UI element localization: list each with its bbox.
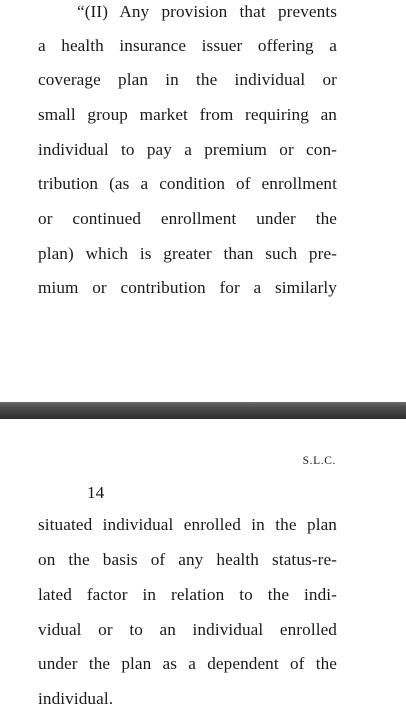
text-line: “(II) Any provision that prevents — [77, 2, 337, 21]
text-line: mium or contribution for a similarly — [38, 278, 337, 297]
text-line: small group market from requiring an — [38, 105, 337, 124]
text-line: tribution (as a condition of enrollment — [38, 174, 337, 193]
text-line: individual to pay a premium or con- — [38, 140, 337, 159]
text-line: plan) which is greater than such pre- — [38, 244, 337, 263]
text-line: vidual or to an individual enrolled — [38, 620, 337, 639]
text-line: or continued enrollment under the — [38, 209, 337, 228]
text-line: under the plan as a dependent of the — [38, 654, 337, 673]
text-line: a health insurance issuer offering a — [38, 36, 337, 55]
page-number: 14 — [87, 483, 105, 502]
text-line: individual. — [38, 689, 114, 708]
page-separator — [0, 402, 406, 419]
text-line: lated factor in relation to the indi- — [38, 585, 337, 604]
text-line: coverage plan in the individual or — [38, 70, 337, 89]
text-line: situated individual enrolled in the plan — [38, 515, 337, 534]
document-code-label: S.L.C. — [302, 455, 336, 467]
text-line: on the basis of any health status-re- — [38, 550, 337, 569]
